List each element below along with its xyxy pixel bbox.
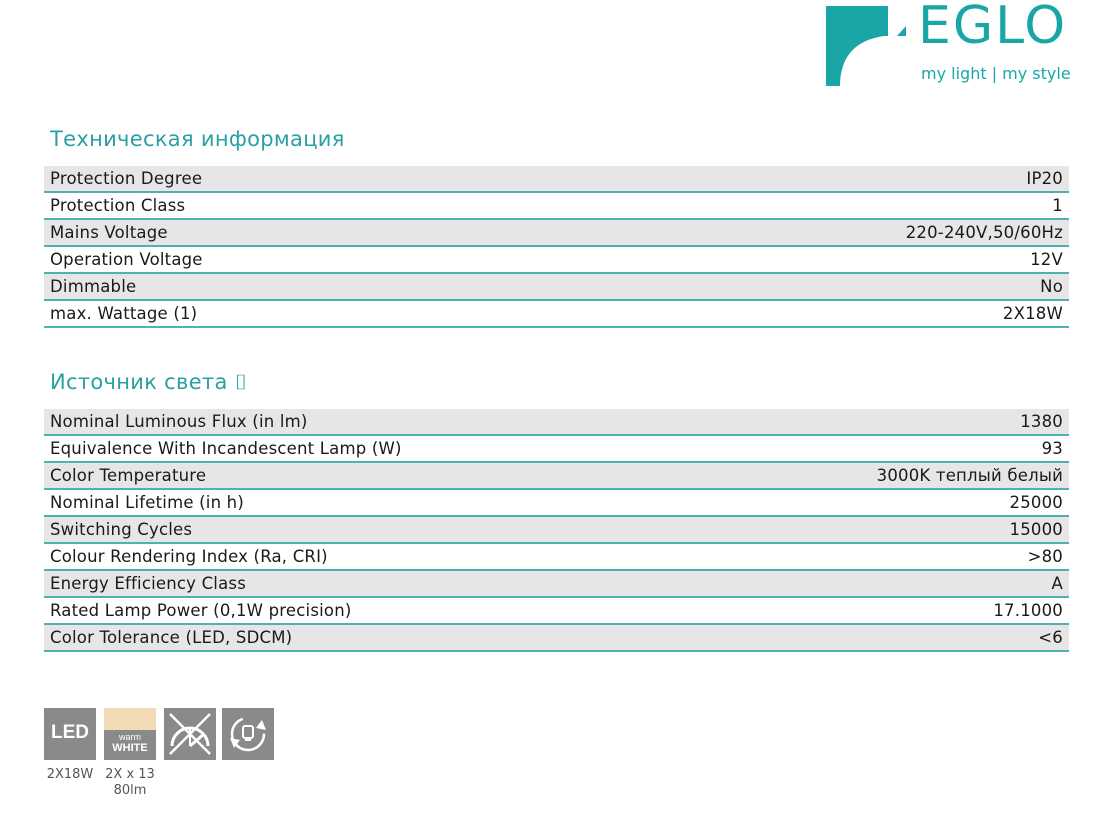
row-label: Mains Voltage xyxy=(50,223,168,242)
table-row xyxy=(44,571,1069,598)
table-row xyxy=(44,436,1069,463)
row-label: Switching Cycles xyxy=(50,520,193,539)
table-row xyxy=(44,463,1069,490)
table-row xyxy=(44,274,1069,301)
row-label: Nominal Lifetime (in h) xyxy=(50,493,244,512)
row-label: Color Tolerance (LED, SDCM) xyxy=(50,628,293,647)
row-value: A xyxy=(1051,574,1063,593)
row-label: Protection Class xyxy=(50,196,186,215)
row-value: 25000 xyxy=(1009,493,1063,512)
row-label: Color Temperature xyxy=(50,466,207,485)
table-row xyxy=(44,409,1069,436)
row-value: >80 xyxy=(1027,547,1063,566)
table-row xyxy=(44,598,1069,625)
row-value: 1380 xyxy=(1020,412,1063,431)
row-value: 2X18W xyxy=(1002,304,1063,323)
row-value: 93 xyxy=(1041,439,1063,458)
led-icon-caption: 2X18W xyxy=(46,767,94,782)
row-label: Operation Voltage xyxy=(50,250,203,269)
row-label: Nominal Luminous Flux (in lm) xyxy=(50,412,308,431)
row-value: 3000K теплый белый xyxy=(876,466,1063,485)
table-row xyxy=(44,301,1069,328)
row-label: Dimmable xyxy=(50,277,137,296)
tech-section-title: Техническая информация xyxy=(50,127,345,151)
row-value: 17.1000 xyxy=(993,601,1063,620)
white-icon-label: WHITE xyxy=(112,742,148,754)
table-row xyxy=(44,490,1069,517)
not-dimmable-symbol-icon xyxy=(164,708,216,760)
warm-white-icon-caption: 2X x 1380lm xyxy=(105,767,155,798)
brand-name: EGLO xyxy=(918,0,1068,56)
row-value: 1 xyxy=(1052,196,1063,215)
table-row xyxy=(44,544,1069,571)
row-value: 220-240V,50/60Hz xyxy=(905,223,1063,242)
eglo-logo-icon xyxy=(826,6,906,86)
switching-cycles-icon xyxy=(222,708,274,760)
not-dimmable-icon xyxy=(164,708,216,760)
table-row xyxy=(44,625,1069,652)
row-label: Rated Lamp Power (0,1W precision) xyxy=(50,601,352,620)
light-spec-table xyxy=(44,409,1069,652)
table-row xyxy=(44,193,1069,220)
row-value: No xyxy=(1040,277,1063,296)
row-label: Protection Degree xyxy=(50,169,203,188)
warm-white-icon xyxy=(104,708,156,760)
table-row xyxy=(44,166,1069,193)
row-label: Energy Efficiency Class xyxy=(50,574,246,593)
row-value: <6 xyxy=(1038,628,1063,647)
brand-logo xyxy=(826,0,1076,88)
warm-color-swatch xyxy=(104,708,156,730)
warm-icon-label: warm xyxy=(119,732,141,742)
light-section-title: Источник света ⌷ xyxy=(50,370,248,394)
row-value: IP20 xyxy=(1026,169,1063,188)
row-value: 12V xyxy=(1030,250,1063,269)
table-row xyxy=(44,220,1069,247)
table-row xyxy=(44,247,1069,274)
table-row xyxy=(44,517,1069,544)
led-icon xyxy=(44,708,96,760)
switching-cycles-symbol-icon xyxy=(222,708,274,760)
row-label: Equivalence With Incandescent Lamp (W) xyxy=(50,439,402,458)
led-icon-label: LED xyxy=(51,722,89,743)
row-label: max. Wattage (1) xyxy=(50,304,198,323)
brand-slogan: my light | my style xyxy=(921,64,1071,83)
tech-spec-table xyxy=(44,166,1069,328)
row-label: Colour Rendering Index (Ra, CRI) xyxy=(50,547,328,566)
row-value: 15000 xyxy=(1009,520,1063,539)
